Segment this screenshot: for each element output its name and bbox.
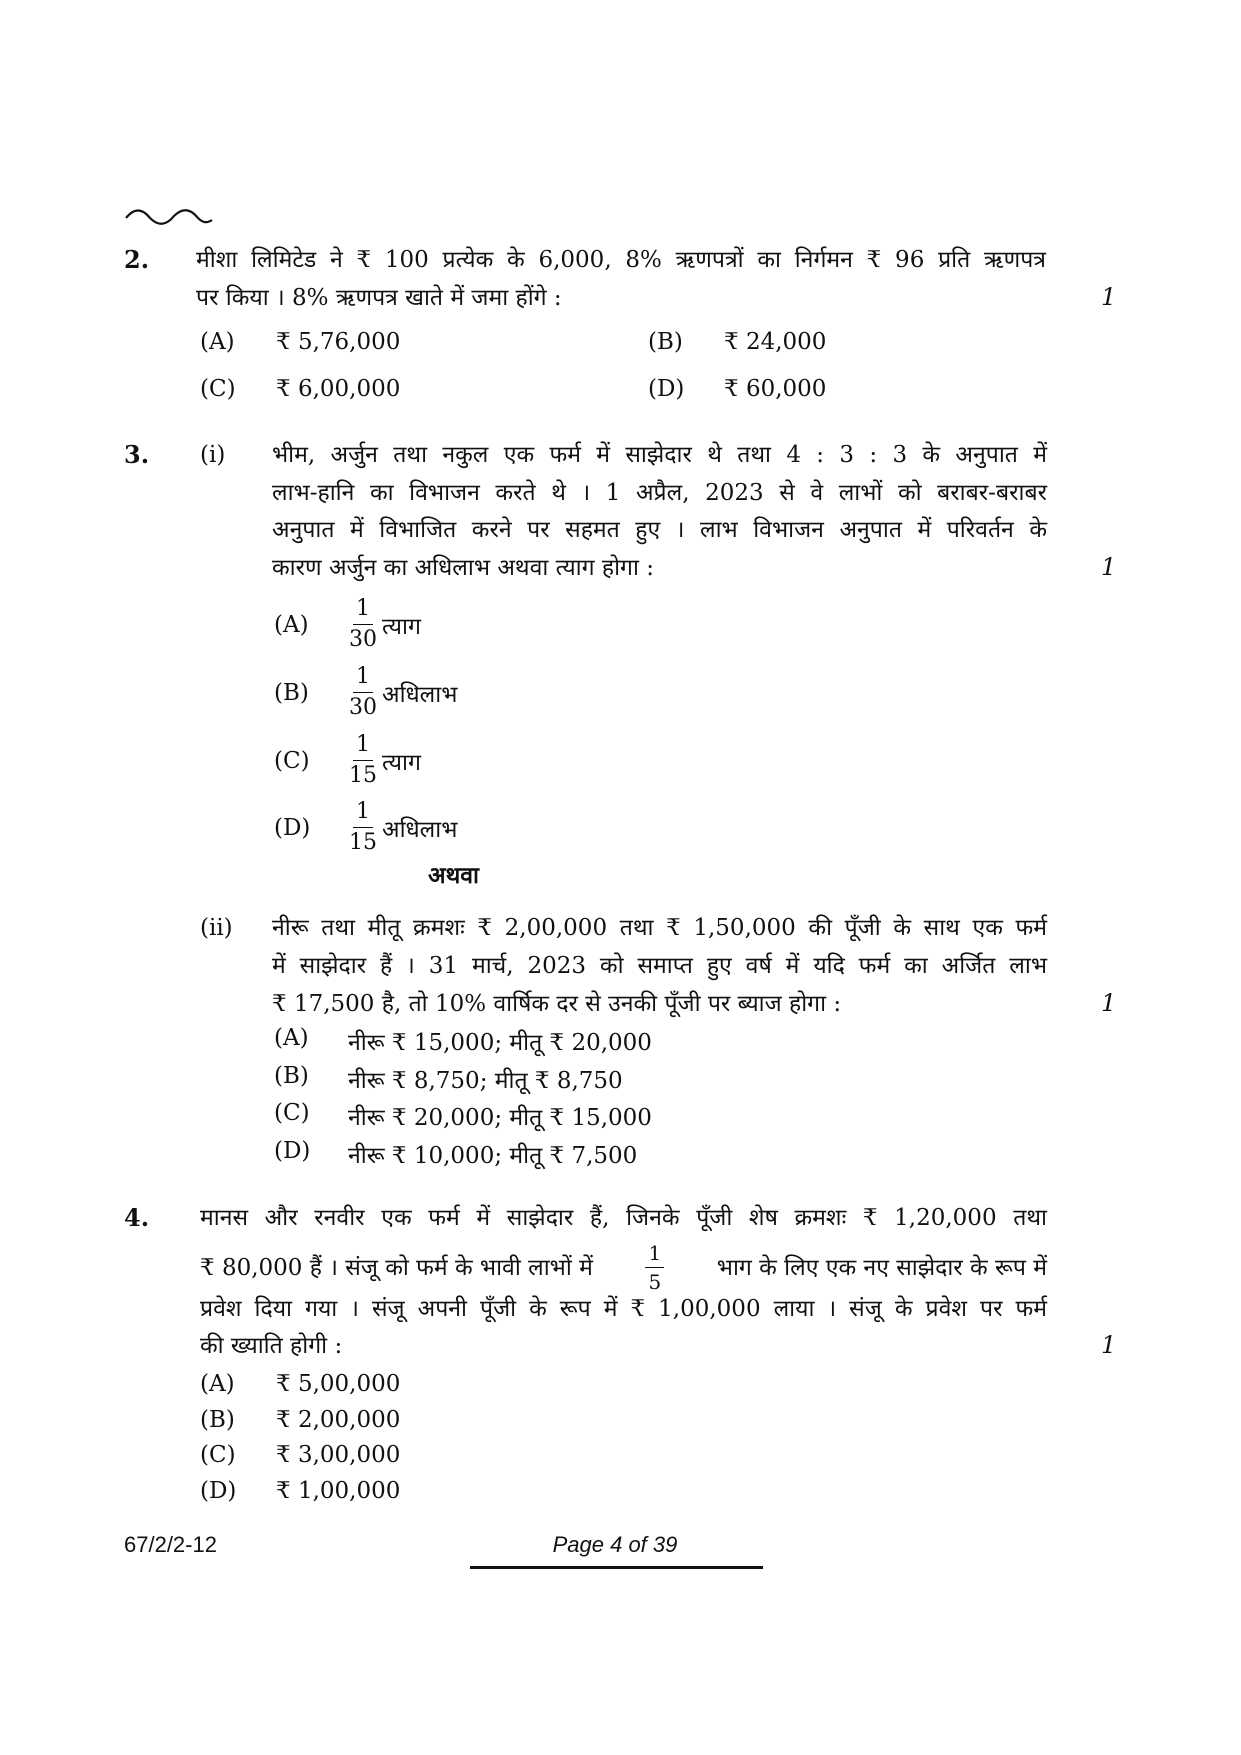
option-label: (C) [200, 376, 236, 402]
footer-paper-code: 67/2/2-12 [124, 1532, 217, 1557]
wave-mark-icon [124, 204, 214, 226]
q3-part1-option-c [274, 734, 421, 787]
q4-text-line1: मानस और रनवीर एक फर्म में साझेदार हैं, जिनके पूँजी शेष क्रमशः ₹ 1,20,000 तथा [200, 1205, 1047, 1231]
fraction-denominator: 30 [349, 695, 377, 720]
q4-number: 4. [124, 1203, 150, 1232]
q3-or-text: अथवा [428, 862, 480, 889]
q3-part1-option-b [274, 666, 457, 719]
fraction-denominator: 15 [349, 763, 377, 788]
fraction-numerator: 1 [353, 666, 373, 693]
option-text: ₹ 1,00,000 [276, 1478, 401, 1504]
fraction [346, 801, 380, 854]
q4-line2-post: भाग के लिए एक नए साझेदार के रूप में [716, 1254, 1047, 1281]
q3-part1-option-d [274, 801, 457, 854]
q4-text-line4: की ख्याति होगी : [200, 1333, 343, 1359]
q2-option-a [200, 329, 401, 355]
option-label: (C) [274, 1100, 310, 1126]
option-text: त्याग [382, 613, 421, 640]
q2-number: 2. [124, 245, 150, 274]
option-text: त्याग [382, 749, 421, 776]
option-text: ₹ 5,00,000 [276, 1371, 401, 1397]
option-text: नीरू ₹ 10,000; मीतू ₹ 7,500 [348, 1143, 638, 1169]
q3-part1-line4: कारण अर्जुन का अधिलाभ अथवा त्याग होगा : [272, 555, 655, 581]
q2-option-c [200, 376, 401, 402]
q4-marks: 1 [1101, 1331, 1117, 1359]
q3-part2-line3: ₹ 17,500 है, तो 10% वार्षिक दर से उनकी पूँजी पर ब्याज होगा : [272, 991, 842, 1017]
fraction-denominator: 15 [349, 830, 377, 855]
q3-part2-label: (ii) [200, 915, 233, 941]
option-label: (C) [200, 1442, 236, 1468]
q2-marks: 1 [1101, 283, 1117, 311]
q3-part2-option-d [274, 1138, 638, 1169]
q4-fraction [645, 1243, 664, 1292]
option-label: (D) [200, 1478, 237, 1504]
fraction-numerator: 1 [353, 801, 373, 828]
option-text: ₹ 2,00,000 [276, 1407, 401, 1433]
option-text: नीरू ₹ 8,750; मीतू ₹ 8,750 [348, 1068, 623, 1094]
footer-rule [470, 1566, 763, 1569]
q3-part1-line2: लाभ-हानि का विभाजन करते थे । 1 अप्रैल, 2023 से वे लाभों को बराबर-बराबर [272, 480, 1047, 506]
option-label: (B) [200, 1407, 235, 1433]
option-label: (A) [274, 611, 309, 638]
q2-option-b [648, 329, 827, 355]
q2-option-d [648, 376, 827, 402]
q3-part1-line1: भीम, अर्जुन तथा नकुल एक फर्म में साझेदार थे तथा 4 : 3 : 3 के अनुपात में [272, 442, 1047, 468]
option-text: ₹ 6,00,000 [276, 376, 401, 402]
q3-part2-line2: में साझेदार हैं । 31 मार्च, 2023 को समाप्त हुए वर्ष में यदि फर्म का अर्जित लाभ [272, 953, 1047, 979]
option-label: (A) [274, 1025, 309, 1051]
option-text: ₹ 5,76,000 [276, 329, 401, 355]
q4-option-d [200, 1478, 401, 1504]
q4-option-c [200, 1442, 401, 1468]
fraction-denominator: 5 [648, 1270, 662, 1294]
q3-part1-line3: अनुपात में विभाजित करने पर सहमत हुए । लाभ विभाजन अनुपात में परिवर्तन के [272, 517, 1047, 543]
fraction-numerator: 1 [353, 598, 373, 625]
option-label: (A) [200, 329, 235, 355]
fraction-numerator: 1 [353, 734, 373, 761]
option-label: (C) [274, 747, 310, 774]
q3-part1-marks: 1 [1101, 553, 1117, 581]
fraction-denominator: 30 [349, 627, 377, 652]
q4-option-b [200, 1407, 401, 1433]
fraction [346, 734, 380, 787]
q3-part2-option-b [274, 1063, 623, 1094]
option-text: नीरू ₹ 20,000; मीतू ₹ 15,000 [348, 1105, 652, 1131]
q3-part1-label: (i) [200, 442, 226, 468]
option-text: अधिलाभ [382, 681, 458, 708]
q2-text-line2: पर किया । 8% ऋणपत्र खाते में जमा होंगे : [196, 285, 562, 311]
q4-text-line3: प्रवेश दिया गया । संजू अपनी पूँजी के रूप में ₹ 1,00,000 लाया । संजू के प्रवेश पर फर्म [200, 1296, 1047, 1322]
fraction-numerator: 1 [645, 1243, 664, 1268]
fraction [346, 666, 380, 719]
q3-part2-option-a [274, 1025, 652, 1056]
fraction [346, 598, 380, 651]
option-label: (D) [274, 814, 311, 841]
q4-line2-pre: ₹ 80,000 हैं । संजू को फर्म के भावी लाभों में [200, 1254, 593, 1281]
q4-option-a [200, 1371, 401, 1397]
q3-part1-option-a [274, 598, 421, 651]
option-label: (B) [648, 329, 683, 355]
option-text: ₹ 3,00,000 [276, 1442, 401, 1468]
q3-number: 3. [124, 440, 150, 469]
option-label: (D) [648, 376, 685, 402]
option-text: अधिलाभ [382, 816, 458, 843]
option-text: ₹ 60,000 [724, 376, 827, 402]
option-text: ₹ 24,000 [724, 329, 827, 355]
option-label: (B) [274, 1063, 309, 1089]
option-label: (B) [274, 679, 309, 706]
q3-part2-option-c [274, 1100, 652, 1131]
footer-page-number: Page 4 of 39 [552, 1532, 678, 1557]
option-text: नीरू ₹ 15,000; मीतू ₹ 20,000 [348, 1030, 652, 1056]
q3-part2-marks: 1 [1101, 989, 1117, 1017]
q2-text-line1: मीशा लिमिटेड ने ₹ 100 प्रत्येक के 6,000, 8% ऋणपत्रों का निर्गमन ₹ 96 प्रति ऋणपत्र [196, 247, 1046, 273]
q3-part2-line1: नीरू तथा मीतू क्रमशः ₹ 2,00,000 तथा ₹ 1,50,000 की पूँजी के साथ एक फर्म [272, 915, 1047, 941]
option-label: (A) [200, 1371, 235, 1397]
q4-text-line2 [200, 1243, 1047, 1292]
option-label: (D) [274, 1138, 311, 1164]
